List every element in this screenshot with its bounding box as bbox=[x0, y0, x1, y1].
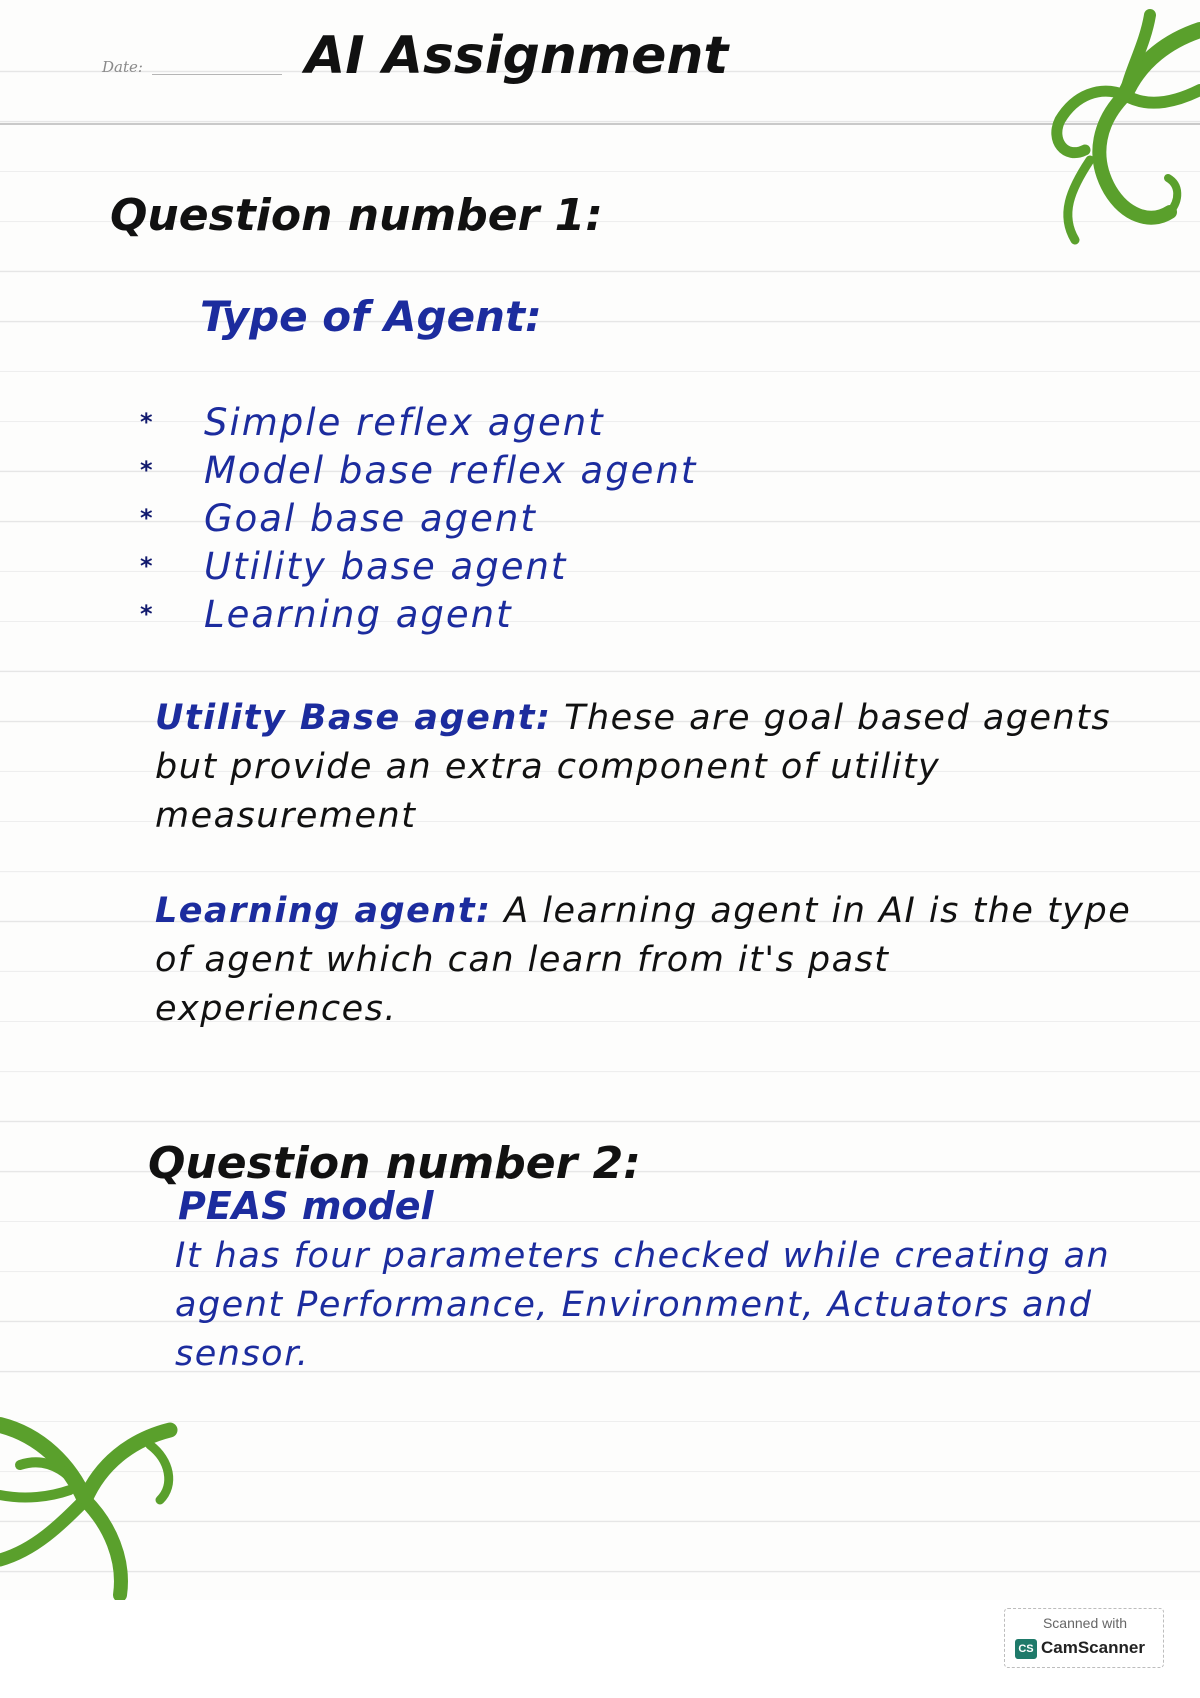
asterisk-bullet-icon: * bbox=[140, 504, 155, 532]
agent-type-label: Model base reflex agent bbox=[204, 448, 698, 492]
asterisk-bullet-icon: * bbox=[140, 456, 155, 484]
page-title: AI Assignment bbox=[305, 26, 729, 86]
date-label: Date: bbox=[102, 58, 143, 76]
agent-type-label: Utility base agent bbox=[204, 544, 568, 588]
peas-paragraph: It has four parameters checked while creating an agent Performance, Environment, Actuators and sensor. bbox=[175, 1236, 1111, 1374]
agent-type-list bbox=[140, 398, 697, 638]
agent-type-label: Goal base agent bbox=[204, 496, 537, 540]
camscanner-watermark bbox=[1004, 1608, 1164, 1668]
question-1-heading: Question number 1: bbox=[110, 190, 603, 241]
asterisk-bullet-icon: * bbox=[140, 552, 155, 580]
agent-type-label: Learning agent bbox=[204, 592, 513, 636]
list-item bbox=[140, 494, 697, 542]
camscanner-name: CamScanner bbox=[1041, 1638, 1145, 1657]
header-rule bbox=[0, 123, 1200, 125]
agent-type-label: Simple reflex agent bbox=[204, 400, 605, 444]
vine-decoration-bottom-icon bbox=[0, 1385, 200, 1600]
question-2-heading: Question number 2: bbox=[148, 1138, 641, 1189]
scanned-with-label: Scanned with bbox=[1042, 1615, 1128, 1631]
list-item bbox=[140, 590, 697, 638]
utility-agent-term: Utility Base agent: bbox=[155, 698, 552, 738]
learning-agent-term: Learning agent: bbox=[155, 891, 492, 931]
peas-model-heading: PEAS model bbox=[178, 1184, 434, 1228]
list-item bbox=[140, 542, 697, 590]
date-line bbox=[152, 74, 282, 75]
utility-agent-paragraph bbox=[155, 694, 1135, 841]
learning-agent-definition: A learning agent in AI is the type of agent which can learn from it's past experiences. bbox=[155, 891, 1132, 1029]
type-of-agent-heading: Type of Agent: bbox=[200, 292, 542, 341]
list-item bbox=[140, 398, 697, 446]
asterisk-bullet-icon: * bbox=[140, 408, 155, 436]
learning-agent-paragraph bbox=[155, 887, 1135, 1034]
vine-decoration-top-icon bbox=[1030, 0, 1200, 250]
asterisk-bullet-icon: * bbox=[140, 600, 155, 628]
list-item bbox=[140, 446, 697, 494]
camscanner-logo-icon: CS bbox=[1015, 1639, 1037, 1659]
utility-agent-definition: These are goal based agents but provide an extra component of utility measurement bbox=[155, 698, 1112, 836]
